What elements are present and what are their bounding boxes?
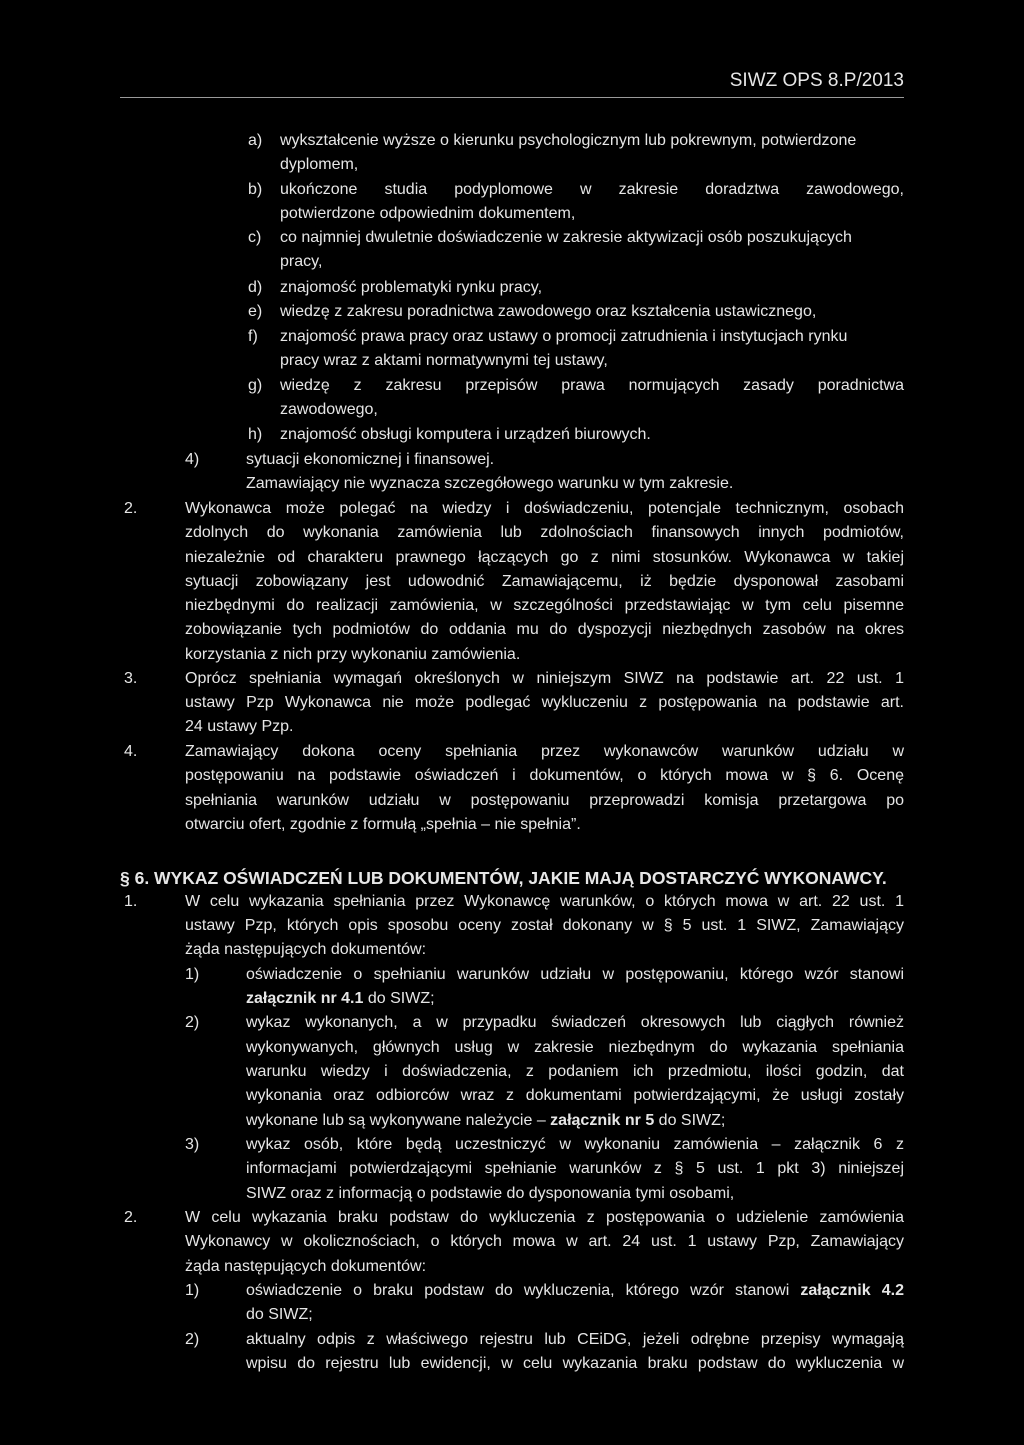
list-item-text: Zamawiający nie wyznacza szczegółowego warunku w tym zakresie. — [246, 475, 734, 492]
list-item-text — [246, 990, 435, 1008]
list-item-text: co najmniej dwuletnie doświadczenie w zakresie aktywizacji osób poszukujących — [280, 229, 852, 246]
list-item-text: wykształcenie wyższe o kierunku psychologicznym lub pokrewnym, potwierdzone — [280, 132, 857, 149]
list-item-text: aktualny odpis z właściwego rejestru lub CEiDG, jeżeli odrębne przepisy wymagają — [246, 1331, 904, 1348]
list-marker: f) — [248, 328, 258, 345]
list-marker: g) — [248, 377, 263, 394]
list-item-text: informacjami potwierdzającymi spełnianie warunków z § 5 ust. 1 pkt 3) niniejszej — [246, 1160, 904, 1177]
list-marker: a) — [248, 132, 263, 149]
paragraph-line: ustawy Pzp Wykonawca nie może podlegać wykluczeniu z postępowania na podstawie art. — [185, 694, 904, 711]
list-item-text: wykonywanych, głównych usług w zakresie niezbędnym do wykazania spełniania — [246, 1039, 904, 1056]
list-marker: h) — [248, 426, 263, 443]
list-item-text: oświadczenie o spełnianiu warunków udziału w postępowaniu, którego wzór stanowi — [246, 966, 904, 983]
list-item-text: ukończone studia podyplomowe w zakresie doradztwa zawodowego, — [280, 181, 904, 198]
list-item-text: wykaz wykonanych, a w przypadku świadczeń okresowych lub ciągłych również — [246, 1014, 904, 1031]
paragraph-number: 4. — [124, 743, 138, 760]
paragraph-line: żąda następujących dokumentów: — [185, 1258, 427, 1275]
paragraph-line: Wykonawcy w okolicznościach, o których mowa w art. 24 ust. 1 ustawy Pzp, Zamawiający — [185, 1233, 904, 1250]
paragraph-line: żąda następujących dokumentów: — [185, 941, 427, 958]
paragraph-line: Wykonawca może polegać na wiedzy i doświadczeniu, potencjale technicznym, osobach — [185, 500, 904, 517]
attachment-ref: załącznik 4.2 — [800, 1282, 904, 1299]
list-item-suffix: do SIWZ; — [654, 1112, 726, 1129]
section-heading: § 6. WYKAZ OŚWIADCZEŃ LUB DOKUMENTÓW, JAKIE MAJĄ DOSTARCZYĆ WYKONAWCY. — [120, 868, 887, 888]
paragraph-line: Zamawiający dokona oceny spełniania przez wykonawców warunków udziału w — [185, 743, 904, 760]
paragraph-line: W celu wykazania spełniania przez Wykonawcę warunków, o których mowa w art. 22 ust. 1 — [185, 893, 904, 910]
list-item-text: wykaz osób, które będą uczestniczyć w wykonaniu zamówienia – załącznik 6 z — [246, 1136, 904, 1153]
paragraph-line: niezależnie od charakteru prawnego łączących go z nimi stosunków. Wykonawca w takiej — [185, 549, 904, 566]
paragraph-line: postępowaniu na podstawie oświadczeń i dokumentów, o których mowa w § 6. Ocenę — [185, 767, 904, 784]
paragraph-line: zobowiązanie tych podmiotów do oddania mu do dyspozycji niezbędnych zasobów na okres — [185, 621, 904, 638]
list-marker: e) — [248, 303, 263, 320]
attachment-ref: załącznik nr 4. — [246, 990, 355, 1007]
paragraph-line: ustawy Pzp, których opis sposobu oceny został dokonany w § 5 ust. 1 SIWZ, Zamawiający — [185, 917, 904, 934]
list-item-text: wiedzę z zakresu przepisów prawa normujących zasady poradnictwa — [280, 377, 904, 394]
list-marker: 1) — [185, 966, 200, 983]
list-item-text: pracy, — [280, 253, 323, 270]
list-marker: 2) — [185, 1331, 200, 1348]
list-item-text: wiedzę z zakresu poradnictwa zawodowego oraz kształcenia ustawicznego, — [280, 303, 817, 320]
attachment-ref: załącznik nr 5 — [550, 1112, 655, 1129]
header-rule — [120, 97, 904, 98]
list-marker: 1) — [185, 1282, 200, 1299]
paragraph-line: spełniania warunków udziału w postępowaniu przeprowadzi komisja przetargowa po — [185, 792, 904, 809]
attachment-ref-num: 1 — [354, 990, 364, 1007]
list-item-text: potwierdzone odpowiednim dokumentem, — [280, 205, 576, 222]
list-item-text: znajomość obsługi komputera i urządzeń biurowych. — [280, 426, 651, 443]
list-marker: 2) — [185, 1014, 200, 1031]
paragraph-line: zdolnych do wykonania zamówienia lub zdolnościach finansowych innych podmiotów, — [185, 524, 904, 541]
paragraph-number: 2. — [124, 1209, 138, 1226]
list-item-text: wykonania oraz odbiorców wraz z dokumentami potwierdzającymi, że usługi zostały — [246, 1087, 904, 1104]
paragraph-line: 24 ustawy Pzp. — [185, 718, 294, 735]
list-item-prefix: oświadczenie o braku podstaw do wykluczenia, którego wzór stanowi — [246, 1282, 801, 1299]
page-header: SIWZ OPS 8.P/2013 — [729, 70, 904, 91]
list-marker: 4) — [185, 451, 200, 468]
list-item-text: pracy wraz z aktami normatywnymi tej ustawy, — [280, 352, 608, 369]
paragraph-line: otwarciu ofert, zgodnie z formułą „spełnia – nie spełnia”. — [185, 816, 581, 833]
list-item-suffix: do SIWZ; — [363, 990, 435, 1007]
paragraph-number: 1. — [124, 893, 138, 910]
list-item-text: warunku wiedzy i doświadczenia, z podaniem ich przedmiotu, ilości godzin, dat — [246, 1063, 904, 1080]
paragraph-line: niezbędnymi do realizacji zamówienia, w szczególności przedstawiając w tym celu pisemne — [185, 597, 904, 614]
list-marker: c) — [248, 229, 262, 246]
list-marker: b) — [248, 181, 263, 198]
paragraph-line: korzystania z nich przy wykonaniu zamówienia. — [185, 646, 521, 663]
paragraph-line: W celu wykazania braku podstaw do wykluczenia z postępowania o udzielenie zamówienia — [185, 1209, 904, 1226]
paragraph-line: Oprócz spełniania wymagań określonych w niniejszym SIWZ na podstawie art. 22 ust. 1 — [185, 670, 904, 687]
list-item-text: zawodowego, — [280, 401, 378, 418]
list-marker: 3) — [185, 1136, 200, 1153]
list-marker: d) — [248, 279, 263, 296]
list-item-text — [246, 1112, 725, 1130]
list-item-text: do SIWZ; — [246, 1306, 313, 1323]
list-item-text: SIWZ oraz z informacją o podstawie do dysponowania tymi osobami, — [246, 1185, 735, 1202]
list-item-text: wpisu do rejestru lub ewidencji, w celu wykazania braku podstaw do wykluczenia w — [246, 1355, 904, 1372]
list-item-text — [246, 1282, 904, 1300]
list-item-text: znajomość prawa pracy oraz ustawy o promocji zatrudnienia i instytucjach rynku — [280, 328, 848, 345]
paragraph-line: sytuacji zobowiązany jest udowodnić Zamawiającemu, iż będzie dysponował zasobami — [185, 573, 904, 590]
list-item-text: znajomość problematyki rynku pracy, — [280, 279, 543, 296]
list-item-text: sytuacji ekonomicznej i finansowej. — [246, 451, 495, 468]
paragraph-number: 3. — [124, 670, 138, 687]
list-item-prefix: wykonane lub są wykonywane należycie – — [246, 1112, 551, 1129]
paragraph-number: 2. — [124, 500, 138, 517]
list-item-text: dyplomem, — [280, 156, 359, 173]
